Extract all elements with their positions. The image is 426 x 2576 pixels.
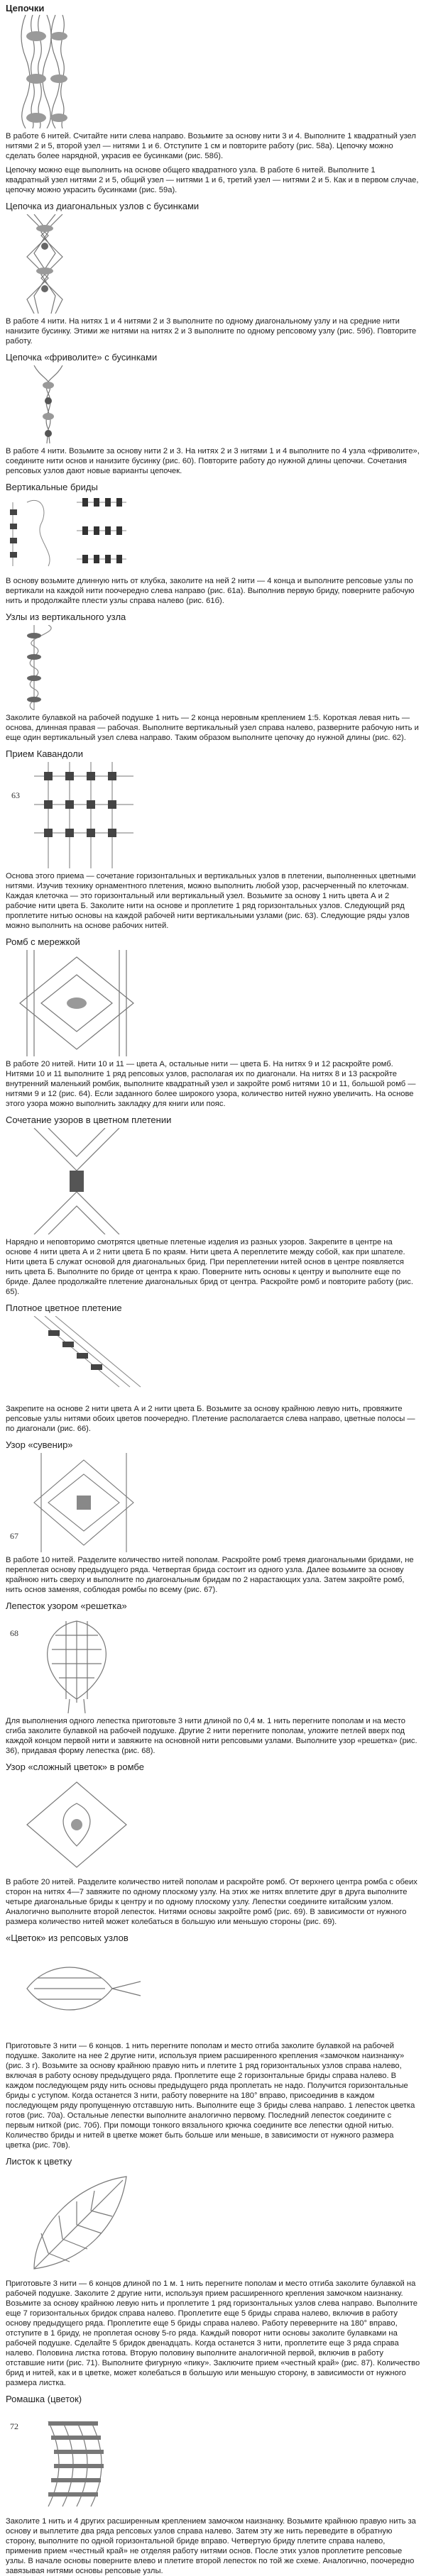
reps-flower-drawing — [6, 1946, 148, 2038]
figure-number-63: 63 — [11, 790, 20, 800]
section-s6 — [6, 748, 420, 931]
section-s11-title: Лепесток узором «решетка» — [6, 1601, 127, 1611]
section-s1b-text: Цепочку можно еще выполнить на основе общего квадратного узла. В работе 6 нитей. Выполните 1 квадратный узел нитями 2 и 5, общий узел — нитями 1 и 6, третий узел — нитями 2 и 5. Как и в первом случае, цепочку можно украсить бусинками (рис. 59а). — [6, 166, 419, 194]
section-s9-text: Закрепите на основе 2 нити цвета А и 2 нити цвета Б. Возьмите за основу крайнюю левую нить, провяжите репсовые узлы нитями обоих цветов поочередно. Плетение располагается слева направо, цветные полосы — по диагонали (рис. 66). — [6, 1405, 415, 1433]
section-s12-text: В работе 20 нитей. Разделите количество нитей пополам и раскройте ромб. От верхнего центра ромба с обеих сторон на нитях 4—7 завяжите по одному плоскому узлу. На этих же нитях вплетите друг в друга выполните четыре диагональные бриды к центру и по одному плоскому узлу. Лепестки соедините китайским узлом. Аналогично выполните второй лепесток. Нитями основы закройте ромб (рис. 69). В зависимости от нужного размера количество нитей может колебаться в большую или меньшую стороны (рис. 69). — [6, 1878, 417, 1926]
section-s9-title: Плотное цветное плетение — [6, 1303, 122, 1313]
figure-chamomile — [6, 2407, 420, 2514]
chamomile-drawing — [6, 2407, 148, 2514]
figure-cavandoli — [6, 762, 420, 868]
section-s10-text: В работе 10 нитей. Разделите количество нитей пополам. Раскройте ромб тремя диагональными бридами, не переплетая основу предыдущего ряда. Четвертая брида состоит из одного узла. Далее возьмите за основу крайнюю нить сверху и выполните по диагональным бридам по 2 нарастающих узла. Затем закройте ромб, нить основ заменяя, соблюдая ромбы по всему (рис. 67). — [6, 1556, 414, 1594]
section-s3-text: В работе 4 нити. Возьмите за основу нити 2 и 3. На нитях 2 и 3 нитями 1 и 4 выполните по 4 узла «фриволите», соедините нити основ и нанизите бусинку (рис. 60). Повторите работу до нужной длины цепочки. Сочетания репсовых узлов дают новые варианты цепочек. — [6, 447, 420, 475]
section-s1b — [6, 165, 420, 195]
section-s5-title: Узлы из вертикального узла — [6, 612, 126, 622]
diagonal-beads-drawing — [6, 214, 91, 314]
section-s6-text: Основа этого приема — сочетание горизонтальных и вертикальных узлов в плетении, выполненных цветными нитями. Изучив технику орнаментного плетения, можно выполнить любой узор, расчерченный по клеточкам. Каждая клеточка — это горизонтальный или вертикальный узел. Возьмите за основу 1 нить цвета А и 2 рабочие нити цвета Б. Заколите нити на основе и проплетите 1 ряд горизонтальных узлов. Следующий ряд проплетите нитью основы на каждой рабочей нити вертикальными узлами (рис. 63). Следующие ряды узлов можно выполнить на основе рабочих нитей. — [6, 872, 416, 930]
lattice-petal-drawing — [6, 1614, 148, 1713]
section-s4-text: В основу возьмите длинную нить от клубка, заколите на ней 2 нити — 4 конца и выполните репсовые узлы по вертикали на каждой нити поочередно слева направо (рис. 61а). Выполнив первую бриду, поверните рабочую нить и продолжайте плести узлы справа налево (рис. 61б). — [6, 577, 415, 605]
section-s5-text: Заколите булавкой на рабочей подушке 1 нить — 2 конца неровным креплением 1:5. Короткая левая нить — основа, длинная правая — рабочая. Выполните вертикальный узел справа налево, разверните рабочую нить и еще один вертикальный узел слева направо. Таким образом выполните цепочку до нужной длины (рис. 62). — [6, 714, 419, 742]
section-s10 — [6, 1439, 420, 1595]
complex-flower-drawing — [6, 1775, 148, 1874]
figure-frivolite-beads — [6, 365, 420, 443]
cavandoli-drawing — [6, 762, 148, 868]
souvenir-drawing — [6, 1453, 162, 1552]
section-s8-text: Нарядно и неповторимо смотрятся цветные плетеные изделия из разных узоров. Закрепите в центре на основе 4 нити цвета А и 2 нити цвета Б по краям. Нити цвета А переплетите между собой, как при шпателе. Нити цвета Б служат основой для диагональных брид. При переплетении нитей основ в центре появляется нить цвета Б. Выполните по бриде от центра к краю. Поверните нить основы к центру и выполните еще по бриде. Далее продолжайте плетение диагональных брид от центра. Раскройте ромб и повторите работу (рис. 65). — [6, 1238, 414, 1296]
section-s7 — [6, 936, 420, 1109]
section-s3 — [6, 352, 420, 476]
section-s13-text: Приготовьте 3 нити — 6 концов. 1 нить перегните пополам и место отгиба заколите булавкой на рабочей подушке. Заколите на нее 2 другие нити, используя прием расширенного крепления «замочком наизнанку» (рис. 3 г). Возьмите за основу крайнюю правую нить и плетите 1 ряд горизонтальных узлов справа налево, включая в работу основу предыдущего ряда. Проплетите еще 2 горизонтальные бриды справа налево. В каждом последующем ряду нить основы предыдущего ряда проплетать не надо. Получится горизонтальные бриды с уступом. Когда останется 3 нити, работу поверните на 180° вправо, присоединив в каждом последующем ряду пропущенную отставшую нить. Выполните еще 3 бриды слева направо. 1 лепесток цветка готов (рис. 70а). Остальные лепестки выполните аналогично первому. Последний лепесток соедините с первым ниткой (рис. 70б). При помощи тонкого вязального крючка соедините все лепестки одной нитью. Количество бриды и нитей в цветке может быть больше или меньше, в зависимости от нужного размера цветка (рис. 70в). — [6, 2042, 415, 2150]
section-s11 — [6, 1601, 420, 1756]
section-s2-text: В работе 4 нити. На нитях 1 и 4 нитями 2 и 3 выполните по одному диагональному узлу и на средние нити нанизите бусинку. Этими же нитями на нитях 2 и 3 выполните по одному репсовому узлу (рис. 59б). Повторите работу. — [6, 317, 417, 346]
figure-souvenir — [6, 1453, 420, 1552]
section-s15-text: Заколите 1 нить и 4 других расширенным креплением замочком наизнанку. Возьмите крайнюю правую нить за основу и выплетите два ряда репсовых узлов справа налево. Затем эту же нить переведите в обратную сторону, выполните по одной горизонтальной бриде вправо. Четвертую бриду плетите справа налево, применив прием «честный край» не отделяя работу нитями основ. После этих узлов проплетите репсовые узлы. В начале основы поверните влево и плетите второй лепесток по той же схеме. Аналогично, поочередно завязывая нитями основы репсовые узлы. — [6, 2517, 416, 2575]
figure-reps-flower — [6, 1946, 420, 2038]
figure-number-68: 68 — [10, 1628, 18, 1638]
figure-diagonal-beads — [6, 214, 420, 314]
section-s8 — [6, 1115, 420, 1297]
section-s3-title: Цепочка «фриволите» с бусинками — [6, 352, 158, 363]
section-s5 — [6, 612, 420, 743]
figure-rhombus-hemstitch — [6, 950, 420, 1056]
leaf-drawing — [6, 2169, 148, 2276]
section-s13-title: «Цветок» из репсовых узлов — [6, 1933, 129, 1943]
figure-vertical-knot-chain — [6, 625, 420, 710]
section-s1 — [6, 131, 420, 161]
figure-vertical-brides — [6, 495, 420, 573]
section-s1-text: В работе 6 нитей. Считайте нити слева направо. Возьмите за основу нити 3 и 4. Выполните 1 квадратный узел нитями 2 и 5, второй узел — нитями 1 и 6. Отступите 1 см и повторите работу (рис. 58а). Цепочку можно сделать более нарядной, украсив ее бусинками (рис. 58б). — [6, 132, 416, 160]
figure-number-72: 72 — [10, 2421, 18, 2431]
figure-dense-colored — [6, 1316, 420, 1401]
rhombus-drawing — [6, 950, 148, 1056]
section-s14-text: Приготовьте 3 нити — 6 концов длиной по 1 м. 1 нить перегните пополам и место отгиба заколите булавкой на рабочей подушке. Заколите 2 другие нити, используя прием расширенного крепления замочком наизнанку. Возьмите за основу крайнюю левую нить и проплетите 1 ряд горизонтальных узлов слева направо. Выполните еще 7 горизонтальных бридок справа налево. Проплетите еще 5 бриды справа налево, включив в работу основу предыдущего ряда. Проплетите еще 5 бриды справа налево. Работу переверните на 180° вправо, отступите в 1 бриду, не проплетая основу 5-го ряда. Каждый поворот нити основы заколите булавками на рабочей подушке. Сделайте 5 бридок двенадцать. Когда останется 3 нити, проплетите еще 3 ряда справа налево. Половина листка готова. Вторую половину выполните аналогичной первой, включив в работу отставшие нити (рис. 71). Выполните фигурную «пику». Заключите прием «честный край» (рис. 87). Количество брид и нитей, как и в цветке, может колебаться в большую или меньшую сторону, в зависимости от нужного размера листка. — [6, 2279, 420, 2387]
section-s2 — [6, 201, 420, 346]
section-s14-title: Листок к цветку — [6, 2156, 72, 2167]
section-s9 — [6, 1303, 420, 1434]
section-s15 — [6, 2394, 420, 2576]
section-s7-text: В работе 20 нитей. Нити 10 и 11 — цвета А, остальные нити — цвета Б. На нитях 9 и 12 раскройте ромб. Нитями 10 и 11 выполните 1 ряд репсовых узлов, располагая их по диагонали. На нитях 8 и 13 раскройте внутренний маленький ромбик, выполните квадратный узел и закройте ромб нитями 10 и 11, большой ромб — нитями 9 и 12 (рис. 64). Если заданного более широкого узора, количество нитей нужно увеличить. На основе этого узора можно выполнить закладку для книги или пояс. — [6, 1060, 416, 1108]
figure-colored-combination — [6, 1128, 420, 1234]
section-s4-title: Вертикальные бриды — [6, 482, 98, 492]
section-s12-title: Узор «сложный цветок» в ромбе — [6, 1762, 144, 1772]
page — [6, 0, 420, 2575]
figure-leaf — [6, 2169, 420, 2276]
section-s6-title: Прием Кавандоли — [6, 748, 83, 759]
figure-chain-squares — [6, 15, 420, 128]
section-s14 — [6, 2156, 420, 2388]
figure-lattice-petal — [6, 1614, 420, 1713]
dense-colored-drawing — [6, 1316, 148, 1401]
frivolite-drawing — [6, 365, 91, 443]
section-s8-title: Сочетание узоров в цветном плетении — [6, 1115, 172, 1125]
section-s15-title: Ромашка (цветок) — [6, 2394, 82, 2404]
vertical-brides-drawing — [6, 495, 133, 573]
section-s4 — [6, 482, 420, 606]
section-s11-text: Для выполнения одного лепестка приготовьте 3 нити длиной по 0,4 м. 1 нить перегните пополам и на место сгиба заколите булавкой на рабочей подушке. Другие 2 нити перегните пополам, уложите петлей вверх под каждой концом первой нити и завяжите на основной нити репсовыми узлами. Выполните узор «решетка» (рис. 36), придавая форму лепестка (рис. 68). — [6, 1717, 417, 1755]
section-s12 — [6, 1762, 420, 1927]
figure-number-67: 67 — [10, 1531, 18, 1541]
section-s7-title: Ромб с мережкой — [6, 936, 80, 947]
page-title: Цепочки — [6, 3, 45, 13]
vertical-knot-chain-drawing — [6, 625, 91, 710]
colored-combination-drawing — [6, 1128, 148, 1234]
figure-complex-flower — [6, 1775, 420, 1874]
section-s13 — [6, 1933, 420, 2150]
chain-knots-drawing — [6, 15, 91, 128]
section-s10-title: Узор «сувенир» — [6, 1439, 73, 1450]
section-s2-title: Цепочка из диагональных узлов с бусинками — [6, 201, 200, 211]
